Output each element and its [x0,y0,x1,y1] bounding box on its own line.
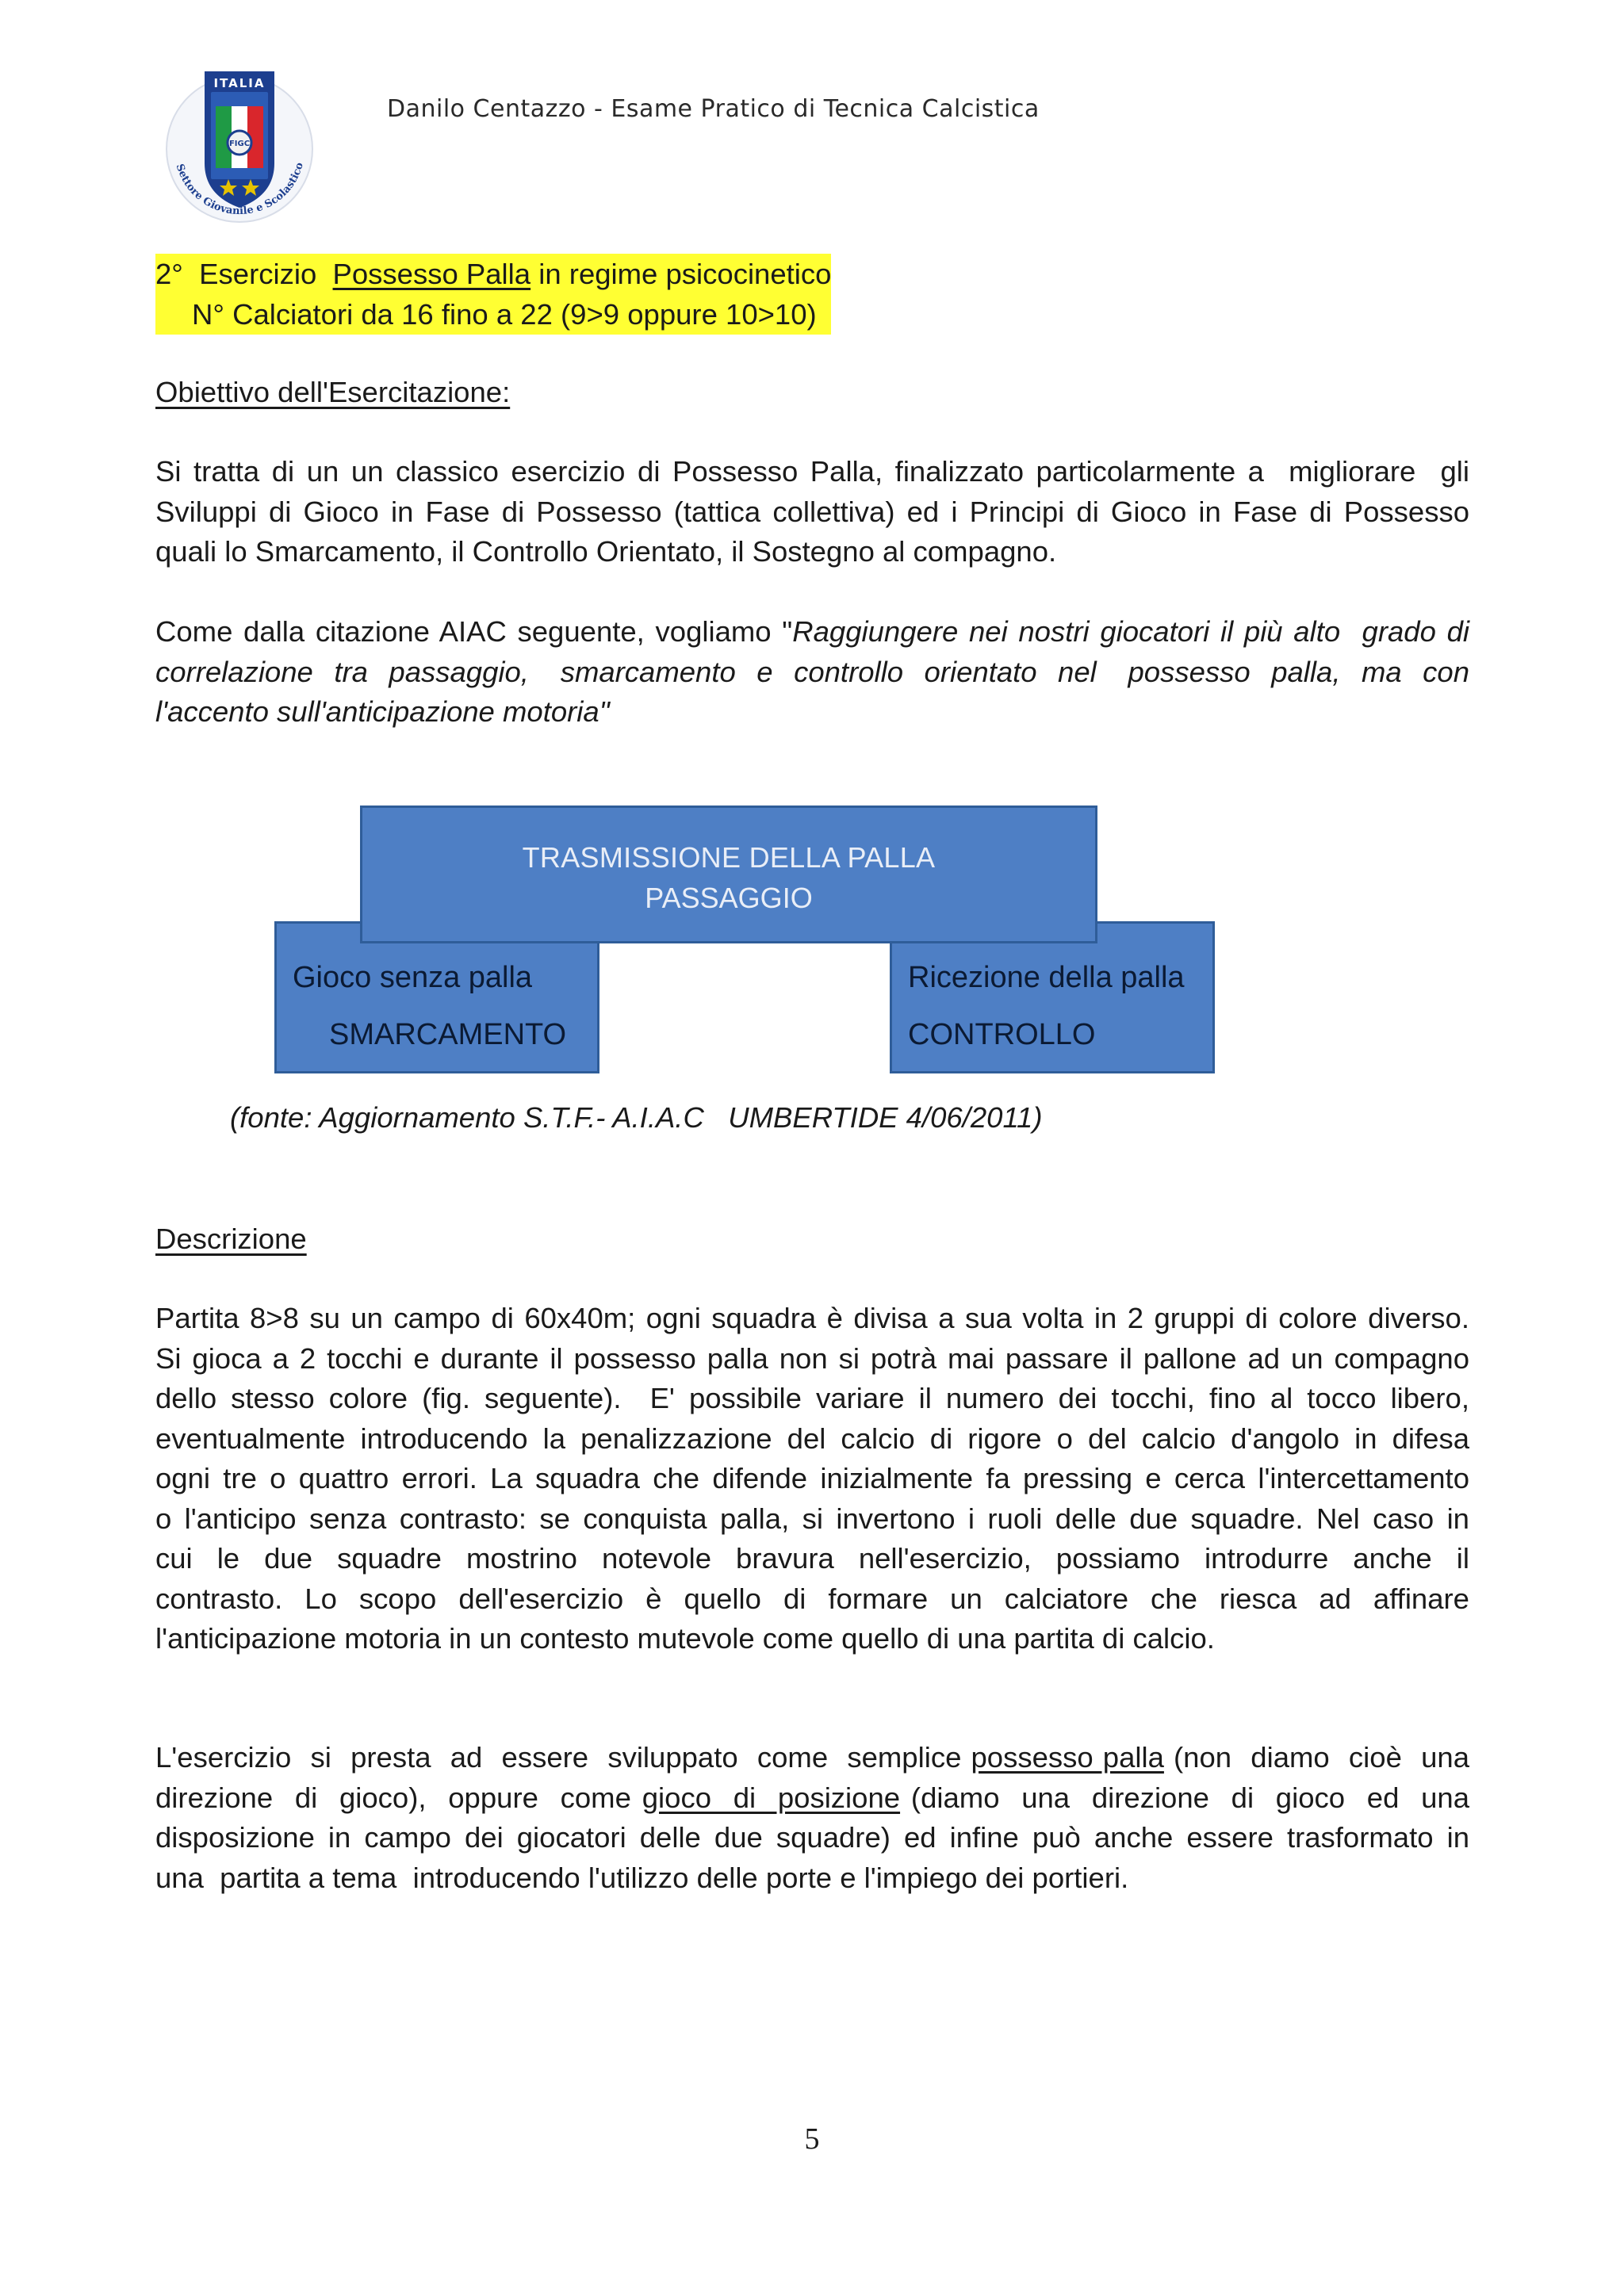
quote-intro: Come dalla citazione AIAC seguente, vogliamo " [155,615,793,648]
diagram-top-label: PASSAGGIO [645,882,813,914]
objective-paragraph [155,452,1469,572]
exercise-mode: in regime psicocinetico [530,258,832,290]
variants-text: L'esercizio si presta ad essere sviluppato come semplice [155,1741,971,1774]
header-title: Danilo Centazzo - Esame Pratico di Tecnica Calcistica [387,95,1040,123]
description-line: contrasto. Lo scopo dell'esercizio è quello di formare un calciatore che riesca ad affinare [155,1582,1469,1615]
description-title: Descrizione [155,1223,307,1255]
diagram-left-label: SMARCAMENTO [329,1018,567,1051]
variants-text: (diamo una direzione di gioco ed una [900,1781,1469,1814]
diagram-top-caption: TRASMISSIONE DELLA PALLA [522,841,936,874]
logo-badge: FIGC [228,140,251,148]
objective-line: Si tratta di un un classico esercizio di Possesso Palla, finalizzato particolarmente a migliorare gli [155,455,1469,488]
description-line: ogni tre o quattro errori. La squadra che difende inizialmente fa pressing e cerca l'intercettamento [155,1462,1469,1494]
variants-text: direzione di gioco), oppure come [155,1781,642,1814]
description-line: eventualmente introducendo la penalizzazione del calcio di rigore o del calcio d'angolo in difesa [155,1422,1469,1455]
page-number: 5 [804,2122,820,2156]
description-paragraph [155,1299,1469,1659]
variants-line [155,1738,1469,1778]
diagram-left-caption: Gioco senza palla [293,961,533,994]
diagram-right-caption: Ricezione della palla [908,961,1185,994]
logo-ring-text: Settore Giovanile e Scolastico [173,161,306,218]
diagram-source: (fonte: Aggiornamento S.T.F.- A.I.A.C UMBERTIDE 4/06/2011) [230,1101,1043,1134]
description-line: cui le due squadre mostrino notevole bravura nell'esercizio, possiamo introdurre anche il [155,1542,1469,1575]
objective-line: quali lo Smarcamento, il Controllo Orientato, il Sostegno al compagno. [155,535,1057,568]
diagram-box-control [890,921,1215,1073]
exercise-topic: Possesso Palla [332,258,531,290]
exercise-heading [155,254,831,335]
diagram-right-label: CONTROLLO [908,1018,1096,1051]
variants-line: una partita a tema introducendo l'utilizzo delle porte e l'impiego dei portieri. [155,1861,1129,1894]
objective-title: Obiettivo dell'Esercitazione: [155,376,511,408]
figc-logo [155,60,324,228]
description-line: Si gioca a 2 tocchi e durante il possesso palla non si potrà mai passare il pallone ad un compagno [155,1341,1469,1375]
quote-line [155,612,1469,652]
diagram-box-passing [360,806,1097,943]
variants-positional-play: gioco di posizione [642,1781,901,1814]
diagram-box-unmarking [274,921,599,1073]
variants-line [155,1778,1469,1819]
description-line: Partita 8>8 su un campo di 60x40m; ogni squadra è divisa a sua volta in 2 gruppi di colore diverso. [155,1302,1469,1334]
objective-line: Sviluppi di Gioco in Fase di Possesso (tattica collettiva) ed i Principi di Gioco in Fase di Possesso [155,495,1469,528]
logo-label: ITALIA [213,76,266,90]
exercise-number: 2° Esercizio [155,258,333,290]
quote-paragraph [155,612,1469,733]
quote-line: correlazione tra passaggio, smarcamento e controllo orientato nel possesso palla, ma con [155,655,1469,688]
description-line: l'anticipazione motoria in un contesto mutevole come quello di una partita di calcio. [155,1622,1215,1655]
variants-paragraph [155,1738,1469,1898]
quote-italic: Raggiungere nei nostri giocatori il più alto grado di [792,615,1469,648]
variants-possession: possesso palla [971,1741,1164,1774]
concept-diagram [274,806,1215,1073]
exercise-players: N° Calciatori da 16 fino a 22 (9>9 oppure 10>10) [192,298,817,331]
variants-line: disposizione in campo dei giocatori delle due squadre) ed infine può anche essere trasformato in [155,1821,1469,1854]
variants-text: (non diamo cioè una [1163,1741,1469,1774]
description-line: dello stesso colore (fig. seguente). E' possibile variare il numero dei tocchi, fino al tocco libero, [155,1382,1469,1414]
quote-line: l'accento sull'anticipazione motoria" [155,695,610,728]
description-line: o l'anticipo senza contrasto: se conquista palla, si invertono i ruoli delle due squadre. Nel caso in [155,1502,1469,1535]
exercise-heading-line1 [155,254,831,294]
